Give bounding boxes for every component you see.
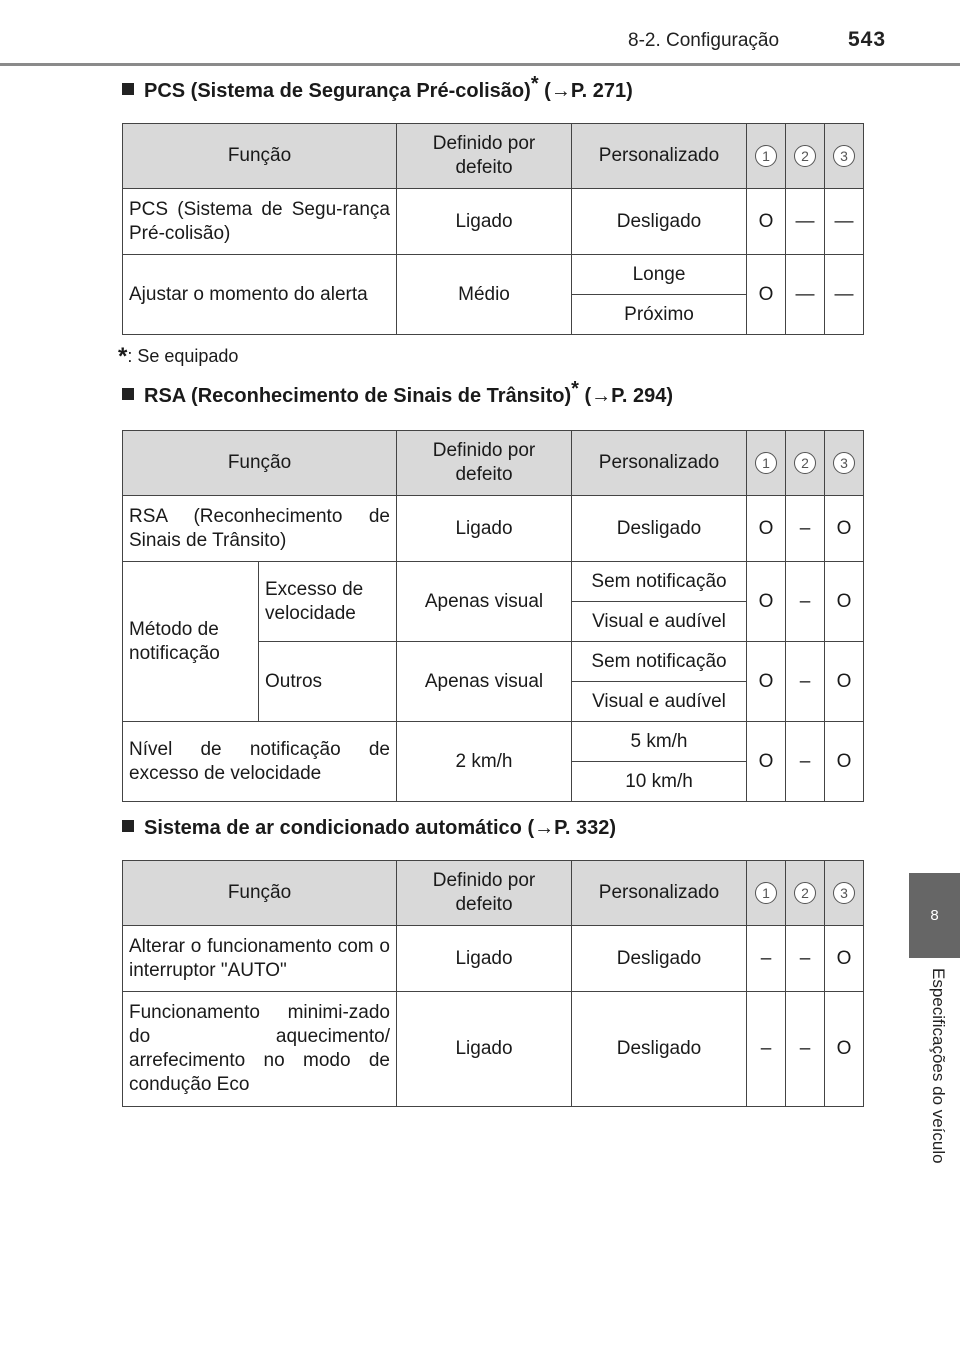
table-row [123,722,864,762]
cell-definido: Ligado [397,496,572,562]
col-3 [825,861,864,926]
col-definido: Definido por defeito [397,861,572,926]
cell-funcao: Alterar o funcionamento com o interruptor "AUTO" [123,926,397,992]
table-header-row [123,124,864,189]
cell-funcao: Ajustar o momento do alerta [123,255,397,335]
table-rsa [122,430,864,802]
cell-personalizado: Desligado [572,189,747,255]
circled-2-icon: 2 [794,452,816,474]
cell-definido: Apenas visual [397,642,572,722]
chapter-tab [909,873,960,958]
cell-personalizado: Visual e audível [572,682,747,722]
table-row [123,255,864,295]
cell-c1: O [747,642,786,722]
cell-c3: O [825,926,864,992]
circled-1-icon: 1 [755,882,777,904]
cell-c2: — [786,255,825,335]
cell-definido: Ligado [397,926,572,992]
cell-c1: O [747,255,786,335]
cell-c3: O [825,642,864,722]
col-2 [786,124,825,189]
footnote-asterisk: * [118,343,128,370]
chapter-title-vertical [920,968,950,1208]
cell-personalizado: 5 km/h [572,722,747,762]
col-personalizado: Personalizado [572,431,747,496]
bullet-square-icon [122,388,134,400]
cell-c3: O [825,496,864,562]
cell-funcao: RSA (Reconhecimento de Sinais de Trânsito) [123,496,397,562]
table-header-row [123,431,864,496]
col-definido: Definido por defeito [397,124,572,189]
cell-c1: O [747,496,786,562]
cell-c2: – [786,642,825,722]
section-title: 8-2. Configuração [628,30,780,51]
asterisk: * [530,73,539,95]
cell-c2: – [786,992,825,1107]
cell-c3: — [825,189,864,255]
heading-ac-ref: (→P. 332) [527,817,617,839]
col-personalizado: Personalizado [572,124,747,189]
cell-definido: Apenas visual [397,562,572,642]
cell-definido: Ligado [397,189,572,255]
circled-2-icon: 2 [794,882,816,904]
circled-3-icon: 3 [833,145,855,167]
col-funcao: Função [123,431,397,496]
cell-c3: O [825,562,864,642]
cell-personalizado: 10 km/h [572,762,747,802]
cell-c2: — [786,189,825,255]
bullet-square-icon [122,83,134,95]
col-2 [786,431,825,496]
col-funcao: Função [123,861,397,926]
cell-c3: — [825,255,864,335]
cell-c1: – [747,992,786,1107]
chapter-number: 8 [930,907,939,924]
cell-c1: – [747,926,786,992]
cell-sub: Outros [259,642,397,722]
table-row [123,992,864,1107]
cell-c2: – [786,722,825,802]
page-number: 543 [848,28,887,51]
circled-3-icon: 3 [833,452,855,474]
table-pcs [122,123,864,335]
table-row [123,496,864,562]
cell-personalizado: Visual e audível [572,602,747,642]
table-row [123,926,864,992]
bullet-square-icon [122,820,134,832]
heading-rsa-ref: (→P. 294) [584,385,674,407]
cell-c2: – [786,496,825,562]
heading-rsa [122,378,674,408]
asterisk: * [571,378,579,400]
cell-personalizado: Desligado [572,926,747,992]
cell-c3: O [825,722,864,802]
footnote [118,343,238,371]
cell-personalizado: Desligado [572,992,747,1107]
heading-ac-text: Sistema de ar condicionado automático [144,817,522,839]
table-row [123,562,864,602]
col-3 [825,431,864,496]
heading-pcs-text: PCS (Sistema de Segurança Pré-colisão) [144,80,531,102]
heading-pcs [122,73,633,103]
col-3 [825,124,864,189]
cell-funcao: PCS (Sistema de Segu-rança Pré-colisão) [123,189,397,255]
cell-c2: – [786,926,825,992]
col-2 [786,861,825,926]
table-header-row [123,861,864,926]
table-ac [122,860,864,1107]
cell-c3: O [825,992,864,1107]
cell-funcao: Funcionamento minimi-zado do aquecimento/ arrefecimento no modo de condução Eco [123,992,397,1107]
cell-c1: O [747,562,786,642]
cell-definido: Médio [397,255,572,335]
cell-personalizado: Sem notificação [572,642,747,682]
cell-personalizado: Próximo [572,295,747,335]
cell-definido: Ligado [397,992,572,1107]
col-definido: Definido por defeito [397,431,572,496]
cell-c2: – [786,562,825,642]
heading-pcs-ref: (→P. 271) [544,80,633,102]
header-rule [0,63,960,66]
col-funcao: Função [123,124,397,189]
cell-personalizado: Longe [572,255,747,295]
cell-definido: 2 km/h [397,722,572,802]
col-personalizado: Personalizado [572,861,747,926]
circled-2-icon: 2 [794,145,816,167]
heading-ac [122,817,616,840]
cell-funcao: Método de notificação [123,562,259,722]
cell-personalizado: Desligado [572,496,747,562]
cell-c1: O [747,189,786,255]
circled-1-icon: 1 [755,145,777,167]
footnote-text: : Se equipado [127,346,239,366]
table-row [123,189,864,255]
cell-sub: Excesso de velocidade [259,562,397,642]
chapter-title: Especificações do veículo [929,968,948,1164]
circled-3-icon: 3 [833,882,855,904]
col-1 [747,861,786,926]
circled-1-icon: 1 [755,452,777,474]
cell-funcao: Nível de notificação de excesso de velocidade [123,722,397,802]
cell-personalizado: Sem notificação [572,562,747,602]
col-1 [747,431,786,496]
col-1 [747,124,786,189]
cell-c1: O [747,722,786,802]
heading-rsa-text: RSA (Reconhecimento de Sinais de Trânsito) [144,385,572,407]
